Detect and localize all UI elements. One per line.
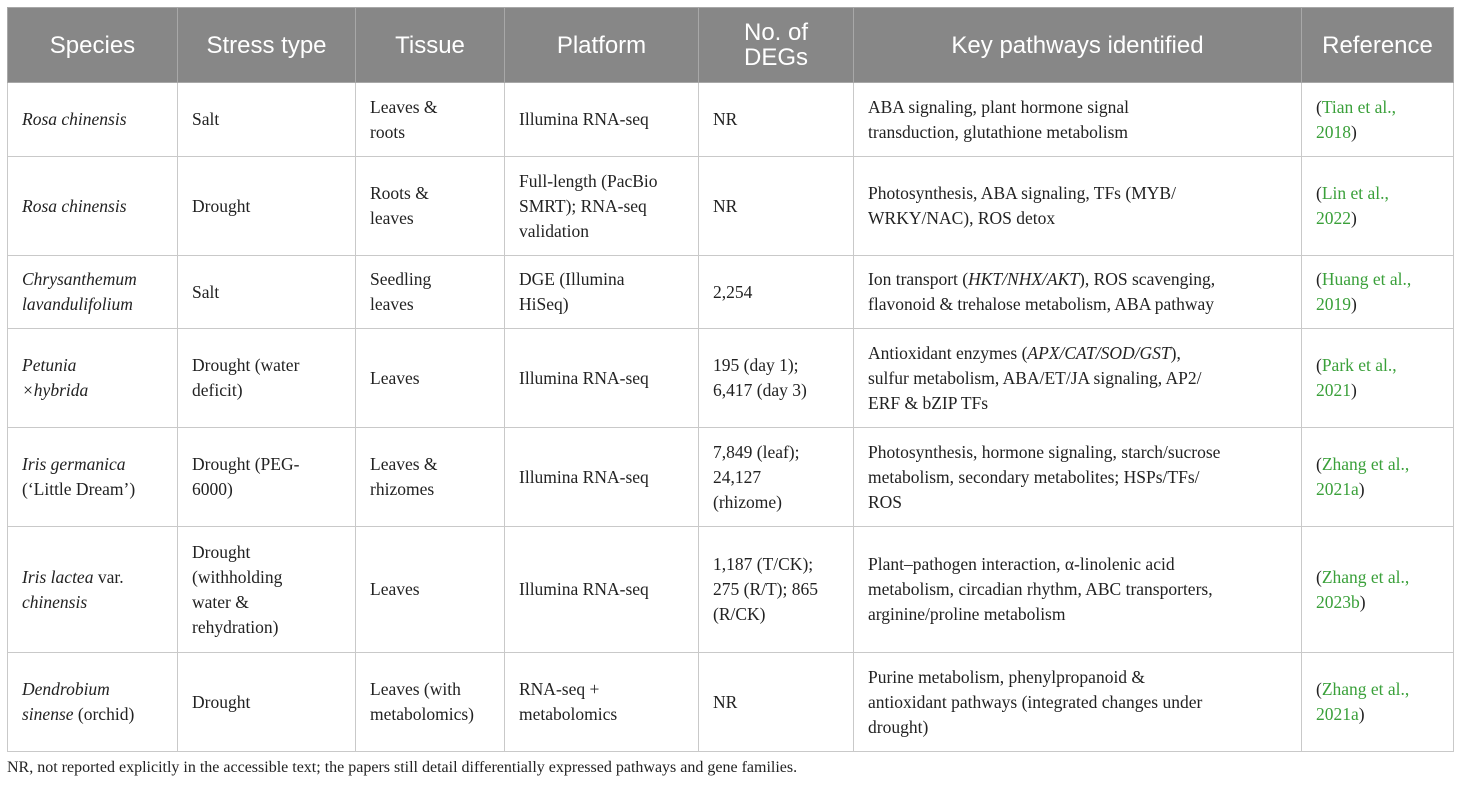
platform-cell: Illumina RNA-seq (505, 428, 699, 527)
reference-link[interactable]: 2018 (1316, 121, 1351, 142)
stress-cell: Salt (178, 83, 356, 157)
reference-cell (1302, 83, 1454, 157)
table-row (8, 329, 1454, 428)
species-name: Rosa chinensis (22, 195, 127, 216)
reference-link[interactable]: 2021a (1316, 704, 1359, 724)
reference-cell (1302, 256, 1454, 329)
pathways-cell (854, 256, 1302, 329)
reference-link[interactable]: Zhang et al., (1321, 454, 1410, 474)
degs-cell: NR (699, 157, 854, 256)
pathways-line: WRKY/NAC), ROS detox (868, 208, 1056, 228)
reference-link[interactable]: Zhang et al., (1321, 679, 1410, 699)
species-name: Petunia (22, 355, 77, 375)
pathways-line: arginine/proline metabolism (868, 604, 1066, 624)
degs-line: (R/CK) (713, 604, 766, 624)
stress-cell (178, 428, 356, 527)
paren: ( (1316, 454, 1322, 474)
species-name: sinense (22, 704, 74, 724)
species-name: Iris lactea (22, 566, 94, 587)
reference-cell (1302, 329, 1454, 428)
tissue-line: Leaves & (370, 454, 438, 474)
tissue-line: metabolomics) (370, 704, 475, 724)
platform-cell (505, 653, 699, 752)
tissue-line: roots (370, 121, 405, 142)
species-name: Dendrobium (22, 679, 110, 699)
degs-line: 6,417 (day 3) (713, 380, 807, 400)
pathways-line: Plant–pathogen interaction, α-linolenic acid (868, 554, 1175, 574)
reference-link[interactable]: Huang et al., (1321, 269, 1412, 289)
stress-cell: Drought (178, 653, 356, 752)
degs-line: 7,849 (leaf); (713, 441, 800, 462)
reference-link[interactable]: 2021a (1316, 479, 1359, 499)
paren: ( (1316, 269, 1322, 289)
degs-line: 24,127 (713, 466, 762, 487)
degs-cell (699, 527, 854, 653)
species-cell (8, 653, 178, 752)
degs-line: 1,187 (T/CK); (713, 554, 814, 574)
pathways-text: ), ROS scavenging, (1079, 269, 1216, 289)
platform-line: HiSeq) (519, 294, 569, 314)
stress-cell (178, 329, 356, 428)
reference-cell (1302, 653, 1454, 752)
degs-line: 275 (R/T); 865 (713, 579, 818, 599)
platform-line: metabolomics (519, 704, 618, 724)
pathways-line: ERF & bZIP TFs (868, 392, 989, 413)
degs-cell (699, 428, 854, 527)
degs-cell: NR (699, 653, 854, 752)
reference-cell (1302, 157, 1454, 256)
header-platform: Platform (505, 8, 699, 83)
tissue-cell (356, 256, 505, 329)
pathways-line: Photosynthesis, ABA signaling, TFs (MYB/ (868, 183, 1176, 203)
pathways-line: transduction, glutathione metabolism (868, 121, 1129, 142)
stress-line: deficit) (192, 380, 243, 400)
reference-link[interactable]: Tian et al., (1321, 96, 1397, 117)
platform-line: validation (519, 220, 589, 241)
species-name: Iris germanica (22, 454, 126, 474)
tissue-cell (356, 157, 505, 256)
tissue-line: Seedling (370, 269, 432, 289)
reference-link[interactable]: 2021 (1316, 380, 1351, 400)
species-cell (8, 527, 178, 653)
platform-line: SMRT); RNA-seq (519, 195, 647, 216)
paren: ( (1316, 355, 1322, 375)
pathways-line: sulfur metabolism, ABA/ET/JA signaling, AP2/ (868, 367, 1202, 388)
species-rank: var. (93, 566, 124, 587)
tissue-cell (356, 428, 505, 527)
pathways-cell (854, 527, 1302, 653)
stress-line: Drought (192, 541, 251, 562)
paren: ) (1351, 294, 1357, 314)
platform-line: RNA-seq + (519, 679, 600, 699)
stress-cell: Drought (178, 157, 356, 256)
species-name: chinensis (22, 591, 88, 612)
degs-line: (rhizome) (713, 491, 782, 512)
tissue-line: leaves (370, 294, 414, 314)
tissue-line: Leaves (with (370, 679, 461, 699)
cultivar-name: (‘Little Dream’) (22, 479, 136, 499)
species-cell (8, 83, 178, 157)
pathways-line: drought) (868, 716, 929, 737)
header-key-pathways: Key pathways identified (854, 8, 1302, 83)
tissue-cell (356, 653, 505, 752)
platform-line: Full-length (PacBio (519, 170, 658, 191)
stress-line: water & (192, 591, 249, 612)
table-row (8, 527, 1454, 653)
species-cell (8, 157, 178, 256)
transcriptome-table (7, 7, 1454, 752)
species-cell (8, 329, 178, 428)
reference-link[interactable]: Park et al., (1321, 355, 1397, 375)
paren: ( (1316, 679, 1322, 699)
species-name: lavandulifolium (22, 294, 133, 314)
reference-cell (1302, 527, 1454, 653)
gene-names: APX/CAT/SOD/GST (1027, 342, 1171, 363)
table-row (8, 428, 1454, 527)
pathways-line: flavonoid & trehalose metabolism, ABA pathway (868, 294, 1215, 314)
stress-cell (178, 527, 356, 653)
species-cell (8, 428, 178, 527)
header-degs-line1: No. of (743, 19, 809, 46)
pathways-cell (854, 329, 1302, 428)
species-name: Rosa chinensis (22, 109, 127, 129)
table-footnote: NR, not reported explicitly in the accessible text; the papers still detail differentially expressed pathways and gene families. (7, 759, 798, 776)
paren: ) (1351, 208, 1357, 228)
header-degs-line2: DEGs (743, 44, 808, 71)
pathways-line: metabolism, circadian rhythm, ABC transporters, (868, 579, 1213, 599)
species-name: Chrysanthemum (22, 269, 137, 289)
platform-line: DGE (Illumina (519, 269, 625, 289)
pathways-cell (854, 83, 1302, 157)
tissue-cell: Leaves (356, 329, 505, 428)
stress-line: Drought (water (192, 355, 300, 375)
stress-line: 6000) (192, 479, 233, 499)
header-tissue: Tissue (356, 8, 505, 83)
pathways-line: Photosynthesis, hormone signaling, starch/sucrose (868, 441, 1221, 462)
degs-cell: NR (699, 83, 854, 157)
header-stress-type: Stress type (178, 8, 356, 83)
tissue-line: Leaves & (370, 96, 438, 117)
degs-cell: 2,254 (699, 256, 854, 329)
platform-cell: Illumina RNA-seq (505, 527, 699, 653)
species-note: (orchid) (73, 704, 135, 724)
pathways-cell (854, 428, 1302, 527)
paren: ( (1316, 566, 1322, 587)
pathways-cell (854, 653, 1302, 752)
header-no-of-degs (699, 8, 854, 83)
pathways-line: ROS (868, 491, 903, 512)
paren: ) (1351, 380, 1357, 400)
stress-line: (withholding (192, 566, 283, 587)
platform-cell (505, 157, 699, 256)
paren: ) (1351, 121, 1357, 142)
pathways-line: metabolism, secondary metabolites; HSPs/TFs/ (868, 466, 1200, 487)
pathways-text: Antioxidant enzymes ( (868, 342, 1028, 363)
table-container (7, 7, 1453, 752)
paren: ( (1316, 183, 1322, 203)
pathways-text: ), (1170, 342, 1181, 363)
pathways-text: Ion transport ( (868, 269, 969, 289)
paren: ) (1359, 591, 1366, 612)
degs-line: 195 (day 1); (713, 355, 799, 375)
reference-link[interactable]: Zhang et al., (1321, 566, 1410, 587)
reference-link[interactable]: 2023b (1316, 591, 1360, 612)
table-row (8, 157, 1454, 256)
degs-cell (699, 329, 854, 428)
platform-cell: Illumina RNA-seq (505, 83, 699, 157)
pathways-line: antioxidant pathways (integrated changes under (868, 691, 1203, 712)
paren: ( (1316, 96, 1322, 117)
gene-names: HKT/NHX/AKT (968, 269, 1079, 289)
paren: ) (1358, 704, 1365, 724)
stress-line: Drought (PEG- (192, 454, 300, 474)
header-reference: Reference (1302, 8, 1454, 83)
species-cell (8, 256, 178, 329)
paren: ) (1358, 479, 1365, 499)
reference-link[interactable]: 2022 (1316, 208, 1351, 228)
platform-cell (505, 256, 699, 329)
tissue-line: leaves (370, 208, 414, 228)
tissue-cell (356, 83, 505, 157)
pathways-cell (854, 157, 1302, 256)
reference-cell (1302, 428, 1454, 527)
table-row (8, 83, 1454, 157)
tissue-line: rhizomes (370, 479, 435, 499)
tissue-line: Roots & (370, 183, 429, 203)
reference-link[interactable]: 2019 (1316, 294, 1351, 314)
tissue-cell: Leaves (356, 527, 505, 653)
reference-link[interactable]: Lin et al., (1321, 183, 1389, 203)
table-row (8, 653, 1454, 752)
header-species: Species (8, 8, 178, 83)
header-row (8, 8, 1454, 83)
pathways-line: Purine metabolism, phenylpropanoid & (868, 666, 1146, 687)
species-name: ×hybrida (22, 380, 89, 400)
stress-line: rehydration) (192, 616, 279, 637)
table-row (8, 256, 1454, 329)
platform-cell: Illumina RNA-seq (505, 329, 699, 428)
stress-cell: Salt (178, 256, 356, 329)
pathways-line: ABA signaling, plant hormone signal (868, 96, 1130, 117)
